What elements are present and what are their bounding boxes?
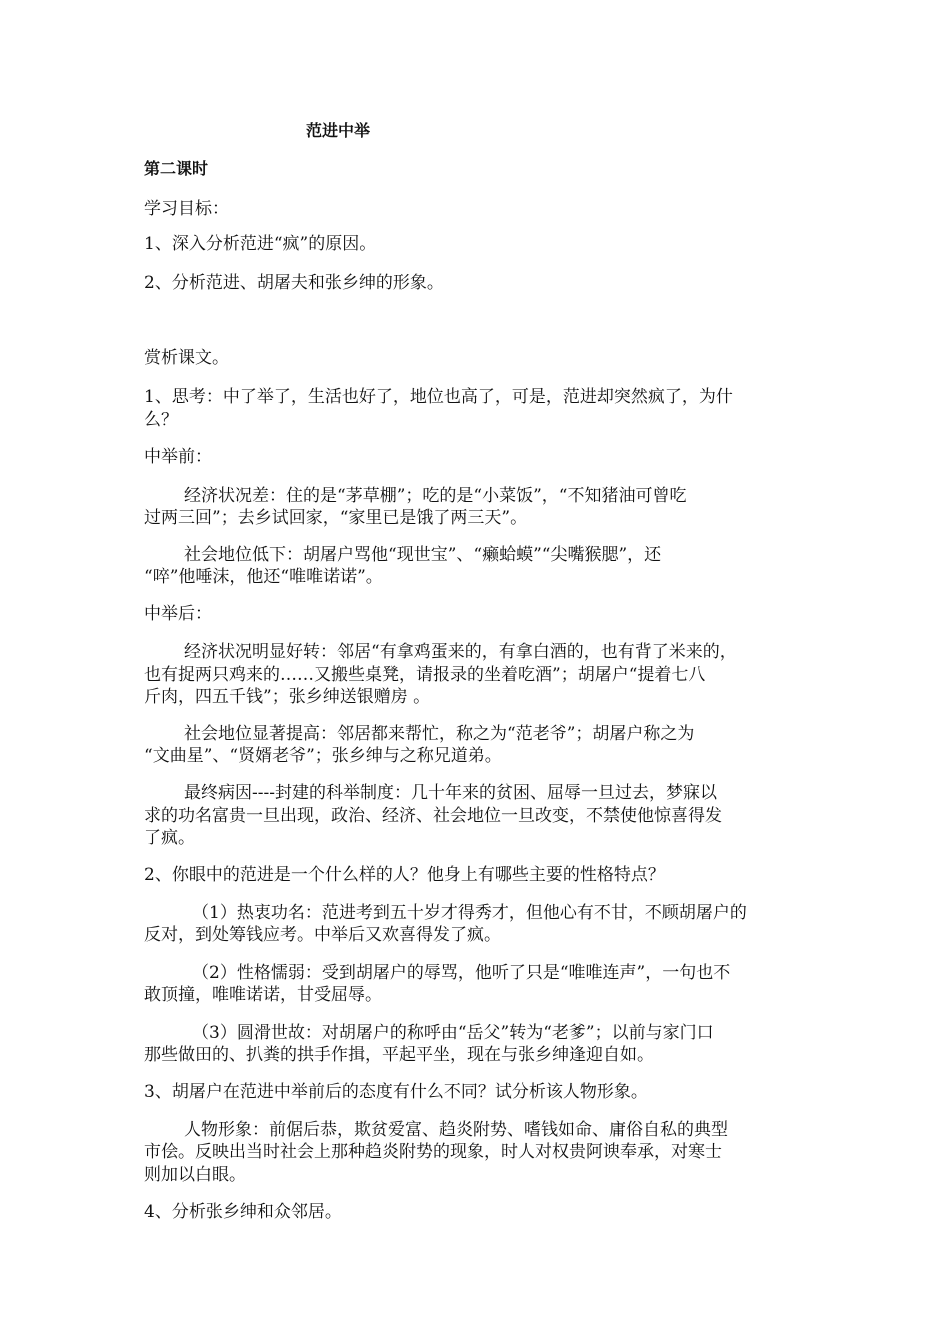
after-social-line: “文曲星”、“贤婿老爷”；张乡绅与之称兄道弟。 — [144, 746, 502, 766]
before-social-line: “啐”他唾沫，他还“唯唯诺诺”。 — [144, 567, 383, 587]
question-2: 2、你眼中的范进是一个什么样的人？他身上有哪些主要的性格特点？ — [144, 865, 665, 885]
butcher-line: 则加以白眼。 — [144, 1165, 246, 1185]
lesson-label: 第二课时 — [144, 159, 209, 178]
trait-line: 敢顶撞，唯唯诺诺，甘受屈辱。 — [144, 985, 382, 1005]
before-economy-line: 经济状况差：住的是“茅草棚”；吃的是“小菜饭”，“不知猪油可曾吃 — [184, 486, 687, 506]
after-economy-line: 也有捉两只鸡来的……又搬些桌凳，请报录的坐着吃酒”；胡屠户“提着七八 — [144, 665, 706, 685]
question-4: 4、分析张乡绅和众邻居。 — [144, 1202, 342, 1222]
trait-line: （3）圆滑世故：对胡屠户的称呼由“岳父”转为“老爹”；以前与家门口 — [192, 1023, 714, 1043]
objective-item: 2、分析范进、胡屠夫和张乡绅的形象。 — [144, 273, 444, 293]
analysis-heading: 赏析课文。 — [144, 348, 229, 368]
question-1-line: 么？ — [144, 410, 178, 430]
after-economy-line: 斤肉，四五千钱”；张乡绅送银赠房 。 — [144, 687, 431, 707]
before-economy-line: 过两三回”；去乡试回家，“家里已是饿了两三天”。 — [144, 508, 528, 528]
after-heading: 中举后： — [144, 604, 212, 624]
trait-line: 反对，到处筹钱应考。中举后又欢喜得发了疯。 — [144, 925, 501, 945]
trait-line: （1）热衷功名：范进考到五十岁才得秀才，但他心有不甘，不顾胡屠户的 — [192, 903, 747, 923]
cause-line: 了疯。 — [144, 828, 195, 848]
after-social-line: 社会地位显著提高：邻居都来帮忙，称之为“范老爷”；胡屠户称之为 — [184, 724, 695, 744]
question-3: 3、胡屠户在范进中举前后的态度有什么不同？试分析该人物形象。 — [144, 1082, 648, 1102]
objectives-heading: 学习目标： — [144, 199, 229, 219]
document-title: 范进中举 — [306, 121, 371, 140]
question-1-line: 1、思考：中了举了，生活也好了，地位也高了，可是，范进却突然疯了，为什 — [144, 387, 733, 407]
trait-line: （2）性格懦弱：受到胡屠户的辱骂，他听了只是“唯唯连声”，一句也不 — [192, 963, 731, 983]
after-economy-line: 经济状况明显好转：邻居“有拿鸡蛋来的，有拿白酒的，也有背了米来的， — [184, 642, 737, 662]
butcher-line: 市侩。反映出当时社会上那种趋炎附势的现象，时人对权贵阿谀奉承，对寒士 — [144, 1142, 722, 1162]
objective-item: 1、深入分析范进“疯”的原因。 — [144, 234, 377, 254]
before-social-line: 社会地位低下：胡屠户骂他“现世宝”、“癞蛤蟆”“尖嘴猴腮”，还 — [184, 545, 662, 565]
butcher-line: 人物形象：前倨后恭，欺贫爱富、趋炎附势、嗜钱如命、庸俗自私的典型 — [184, 1120, 728, 1140]
trait-line: 那些做田的、扒粪的拱手作揖，平起平坐，现在与张乡绅逢迎自如。 — [144, 1045, 654, 1065]
before-heading: 中举前： — [144, 447, 212, 467]
cause-line: 求的功名富贵一旦出现，政治、经济、社会地位一旦改变，不禁使他惊喜得发 — [144, 806, 722, 826]
cause-line: 最终病因----封建的科举制度：几十年来的贫困、屈辱一旦过去，梦寐以 — [184, 783, 717, 803]
